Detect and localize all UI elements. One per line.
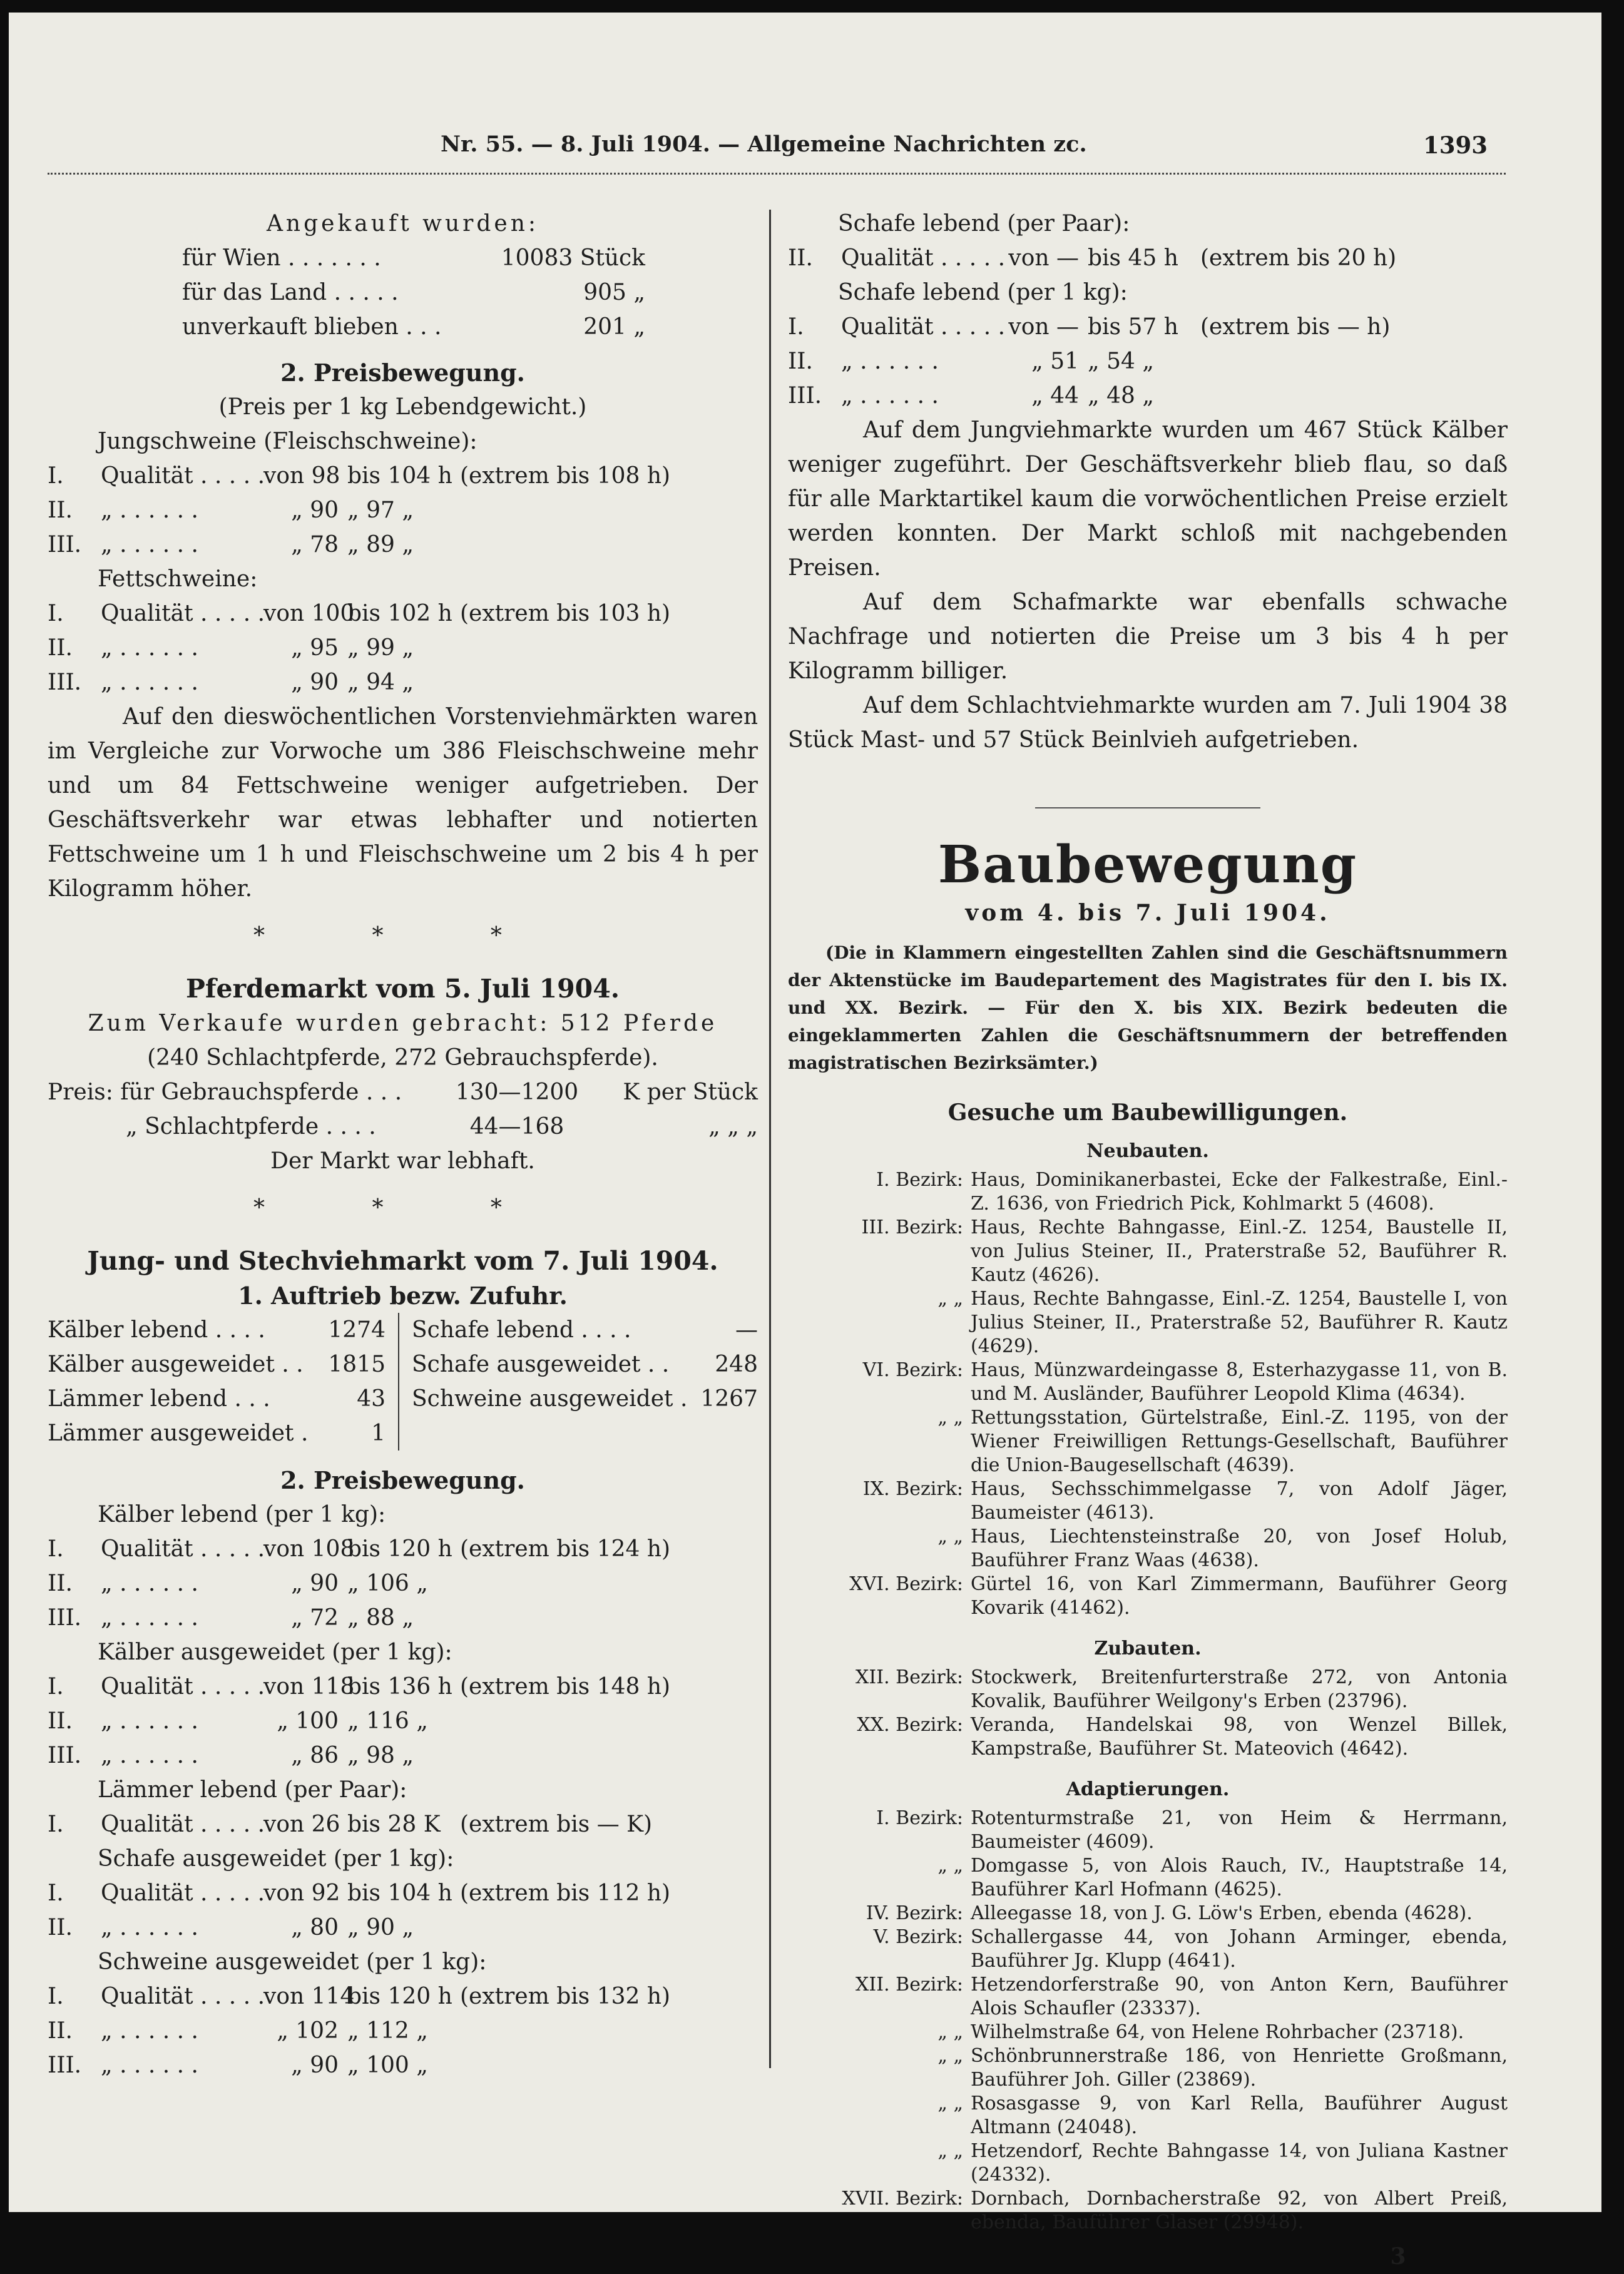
angekauft-row: [48, 241, 758, 275]
auftrieb-table-left: [48, 1313, 399, 1451]
jung-preis-heading: 2. Preisbewegung.: [280, 1466, 525, 1494]
price-to: „ 98 „: [347, 1743, 414, 1768]
bezirk-label: XX. Bezirk:: [857, 1714, 963, 1736]
schafe-price-groups: [788, 206, 1508, 413]
bau-entry: [788, 1713, 1508, 1761]
price-extreme: [460, 528, 758, 562]
angekauft-value: 905 „: [583, 280, 645, 305]
auftrieb-item: Schafe lebend . . . .: [412, 1317, 631, 1343]
header-rule: [48, 173, 1506, 175]
price-from: „ 90: [291, 670, 339, 695]
pferde-price-row: [48, 1109, 758, 1144]
price-from: „ 51: [1031, 349, 1079, 374]
price-row: [48, 1738, 758, 1773]
price-extreme: [1200, 344, 1508, 379]
price-row: [788, 379, 1508, 413]
price-from: „ 90: [291, 1571, 339, 1596]
running-header: Nr. 55. — 8. Juli 1904. — Allgemeine Nachrichten zc.: [441, 131, 1087, 157]
quality-number: III.: [48, 532, 82, 558]
bau-entry-text: Hetzendorf, Rechte Bahngasse 14, von Juliana Kastner (24332).: [971, 2140, 1508, 2186]
bau-entry-text: Schallergasse 44, von Johann Arminger, ebenda, Bauführer Jg. Klupp (4641).: [971, 1926, 1508, 1972]
auftrieb-row: [48, 1416, 398, 1451]
fett-label: Fettschweine:: [98, 566, 258, 592]
market-paragraph: Auf dem Jungviehmarkte wurden um 467 Stück Kälber weniger zugeführt. Der Geschäftsverkehr blieb flau, so daß für alle Marktartikel kaum die vorwöchentlichen Preise erzielt werden konnten. Der Markt schloß mit nachgebenden Preisen.: [788, 417, 1508, 581]
price-from: von 118: [263, 1674, 355, 1700]
price-to: „ 100 „: [347, 2052, 428, 2078]
price-group-label: Schafe lebend (per Paar):: [838, 211, 1130, 237]
quality-label: „ . . . . . .: [101, 1743, 198, 1768]
price-extreme: [460, 665, 758, 700]
price-extreme: [460, 1738, 758, 1773]
asterisks-divider: * * *: [253, 1195, 552, 1221]
bau-entry: [788, 2187, 1508, 2235]
price-row: [48, 2014, 758, 2048]
quality-number: I.: [48, 1880, 64, 1906]
page: [9, 13, 1601, 2270]
column-rule: [769, 210, 771, 2068]
bau-entry: [788, 1287, 1508, 1359]
preis-paragraph: Auf den dieswöchentlichen Vorstenviehmärkten waren im Vergleiche zur Vorwoche um 386 Fleischschweine mehr und um 84 Fettschweine weniger aufgetrieben. Der Geschäftsverkehr war etwas lebhafter und notierten Fettschweine um 1 h und Fleischschweine um 2 bis 4 h per Kilogramm höher.: [48, 704, 758, 902]
quality-number: I.: [48, 601, 64, 626]
bau-entry-text: Veranda, Handelskai 98, von Wenzel Billek, Kampstraße, Bauführer St. Mateovich (4642).: [971, 1714, 1508, 1760]
bau-entry-text: Alleegasse 18, von J. G. Löw's Erben, ebenda (4628).: [971, 1902, 1473, 1924]
price-to: bis 102 h: [347, 601, 452, 626]
quality-label: Qualität . . . . .: [101, 1674, 265, 1700]
pferde-unit: K per Stück: [623, 1079, 758, 1105]
bau-entry: [788, 1168, 1508, 1216]
bezirk-label: XII. Bezirk:: [855, 1666, 963, 1688]
price-extreme: [1200, 379, 1508, 413]
baubewegung-dates: vom 4. bis 7. Juli 1904.: [965, 900, 1330, 926]
price-row: [788, 310, 1508, 344]
quality-number: I.: [48, 1674, 64, 1700]
bau-entry: [788, 1359, 1508, 1406]
price-from: von —: [1008, 245, 1079, 271]
price-to: „ 116 „: [347, 1708, 428, 1734]
auftrieb-heading: 1. Auftrieb bezw. Zufuhr.: [238, 1282, 568, 1310]
quality-number: II.: [48, 1708, 73, 1734]
bau-entry: [788, 2139, 1508, 2187]
price-extreme: [460, 1910, 758, 1945]
price-row: [48, 459, 758, 493]
bezirk-label: IV. Bezirk:: [866, 1902, 963, 1924]
price-from: „ 44: [1031, 383, 1079, 409]
price-to: bis 120 h: [347, 1536, 452, 1562]
quality-label: „ . . . . . .: [101, 2052, 198, 2078]
price-row: [48, 596, 758, 631]
price-group-label: Kälber ausgeweidet (per 1 kg):: [98, 1639, 452, 1665]
baubewegung-title: Baubewegung: [937, 835, 1358, 895]
angekauft-label: für das Land . . . . .: [182, 280, 399, 305]
price-to: „ 90 „: [347, 1915, 414, 1940]
price-extreme: [460, 631, 758, 665]
auftrieb-count: 248: [715, 1352, 758, 1377]
adaptierungen-heading: Adaptierungen.: [1066, 1778, 1230, 1800]
price-extreme: (extrem bis 20 h): [1200, 245, 1397, 271]
price-extreme: [460, 1704, 758, 1738]
price-row: [48, 2048, 758, 2083]
bezirk-label: „ „: [937, 2093, 963, 2114]
quality-number: II.: [48, 635, 73, 661]
bau-entry: [788, 1406, 1508, 1477]
quality-number: I.: [48, 1536, 64, 1562]
neubauten-list: [788, 1168, 1508, 1620]
price-to: „ 112 „: [347, 2018, 428, 2044]
bau-entry: [788, 1525, 1508, 1573]
price-extreme: [460, 1566, 758, 1601]
price-from: „ 78: [291, 532, 339, 558]
preis-heading: 2. Preisbewegung.: [280, 359, 525, 387]
price-to: bis 120 h: [347, 1984, 452, 2009]
price-row: [788, 344, 1508, 379]
left-column: [48, 206, 758, 2083]
quality-number: III.: [48, 2052, 82, 2078]
price-from: „ 102: [277, 2018, 339, 2044]
price-group-label: Schweine ausgeweidet (per 1 kg):: [98, 1949, 487, 1975]
price-extreme: (extrem bis 112 h): [460, 1880, 671, 1906]
bezirk-label: V. Bezirk:: [873, 1926, 963, 1948]
angekauft-value: 10083 Stück: [501, 245, 645, 271]
auftrieb-count: 1274: [328, 1317, 386, 1343]
market-paragraphs: [788, 413, 1508, 757]
jung-heading: Jung- und Stechviehmarkt vom 7. Juli 1904.: [87, 1246, 718, 1276]
bau-entry-text: Haus, Sechsschimmelgasse 7, von Adolf Jäger, Baumeister (4613).: [971, 1478, 1508, 1524]
quality-label: „ . . . . . .: [101, 1571, 198, 1596]
price-to: „ 54 „: [1088, 349, 1154, 374]
price-to: bis 104 h: [347, 1880, 452, 1906]
quality-number: I.: [48, 1812, 64, 1837]
auftrieb-row: [48, 1347, 398, 1382]
auftrieb-item: Schweine ausgeweidet .: [412, 1386, 688, 1412]
price-to: bis 136 h: [347, 1674, 452, 1700]
pferde-heading: Pferdemarkt vom 5. Juli 1904.: [186, 974, 620, 1004]
quality-number: II.: [48, 497, 73, 523]
angekauft-label: unverkauft blieben . . .: [182, 314, 442, 340]
right-column: [788, 206, 1508, 2274]
quality-label: Qualität . . . . .: [841, 245, 1006, 271]
price-row: [48, 1601, 758, 1635]
quality-label: „ . . . . . .: [101, 532, 198, 558]
price-extreme: [460, 2014, 758, 2048]
pferde-prices: [48, 1075, 758, 1144]
price-row: [48, 1910, 758, 1945]
quality-label: „ . . . . . .: [841, 383, 939, 409]
auftrieb-item: Kälber lebend . . . .: [48, 1317, 265, 1343]
bezirk-label: „ „: [937, 2021, 963, 2043]
bezirk-label: IX. Bezirk:: [862, 1478, 963, 1500]
price-to: bis 45 h: [1088, 245, 1178, 271]
quality-label: „ . . . . . .: [101, 1915, 198, 1940]
bau-entry: [788, 2021, 1508, 2044]
jung-label: Jungschweine (Fleischschweine):: [98, 429, 477, 454]
price-to: bis 28 K: [347, 1812, 441, 1837]
price-row: [48, 631, 758, 665]
price-row: [48, 665, 758, 700]
price-to: „ 88 „: [347, 1605, 414, 1631]
auftrieb-table: [48, 1313, 758, 1451]
price-row: [48, 1876, 758, 1910]
quality-number: II.: [788, 349, 813, 374]
price-row: [788, 241, 1508, 275]
section-rule: [1035, 807, 1260, 808]
auftrieb-table-right: [399, 1313, 758, 1451]
price-to: „ 97 „: [347, 497, 414, 523]
price-from: „ 80: [291, 1915, 339, 1940]
bau-entry: [788, 1902, 1508, 1925]
zubauten-list: [788, 1666, 1508, 1761]
pferde-label: Preis: für Gebrauchspferde . . .: [48, 1079, 402, 1105]
bau-entry: [788, 1854, 1508, 1902]
bezirk-label: „ „: [937, 1855, 963, 1877]
price-extreme: (extrem bis 148 h): [460, 1674, 671, 1700]
pferde-closing: Der Markt war lebhaft.: [270, 1148, 535, 1174]
asterisks-divider: * * *: [253, 923, 552, 949]
angekauft-list: [48, 241, 758, 344]
price-from: von 26: [263, 1812, 340, 1837]
price-from: „ 72: [291, 1605, 339, 1631]
price-from: von 114: [263, 1984, 355, 2009]
price-row: [48, 1979, 758, 2014]
bau-entry-text: Haus, Rechte Bahngasse, Einl.-Z. 1254, Baustelle II, von Julius Steiner, II., Praterstraße 52, Bauführer R. Kautz (4626).: [971, 1216, 1508, 1286]
quality-number: I.: [788, 314, 804, 340]
pferde-value: 44—168: [469, 1114, 564, 1140]
price-from: „ 100: [277, 1708, 339, 1734]
footer-mark: 3: [1390, 2243, 1406, 2270]
price-to: „ 94 „: [347, 670, 414, 695]
auftrieb-item: Lämmer ausgeweidet .: [48, 1420, 309, 1446]
market-paragraph: Auf dem Schafmarkte war ebenfalls schwache Nachfrage und notierten die Preise um 3 bis 4 h per Kilogramm billiger.: [788, 589, 1508, 684]
auftrieb-count: 1: [371, 1420, 386, 1446]
bezirk-label: „ „: [937, 2045, 963, 2067]
bau-entry-text: Gürtel 16, von Karl Zimmermann, Bauführer Georg Kovarik (41462).: [971, 1573, 1508, 1619]
market-paragraph: Auf dem Schlachtviehmarkte wurden am 7. Juli 1904 38 Stück Mast- und 57 Stück Beinlvieh aufgetrieben.: [788, 693, 1508, 753]
bau-entry-text: Haus, Dominikanerbastei, Ecke der Falkestraße, Einl.-Z. 1636, von Friedrich Pick, Kohlmarkt 5 (4608).: [971, 1169, 1508, 1215]
auftrieb-row: [412, 1347, 758, 1382]
pferde-unit: „ „ „: [708, 1114, 758, 1140]
auftrieb-count: 1815: [328, 1352, 386, 1377]
bezirk-label: „ „: [937, 1407, 963, 1429]
quality-number: III.: [788, 383, 822, 409]
quality-number: III.: [48, 670, 82, 695]
price-group-label: Schafe lebend (per 1 kg):: [838, 280, 1128, 305]
price-row: [48, 1704, 758, 1738]
quality-number: II.: [48, 2018, 73, 2044]
quality-label: „ . . . . . .: [101, 1605, 198, 1631]
quality-label: „ . . . . . .: [101, 1708, 198, 1734]
bau-entry: [788, 2092, 1508, 2139]
gesuche-heading: Gesuche um Baubewilligungen.: [947, 1099, 1348, 1126]
bezirk-label: „ „: [937, 1288, 963, 1310]
preis-subheading: (Preis per 1 kg Lebendgewicht.): [218, 394, 587, 420]
price-extreme: (extrem bis 124 h): [460, 1536, 671, 1562]
price-extreme: [460, 2048, 758, 2083]
bezirk-label: XVI. Bezirk:: [849, 1573, 963, 1595]
auftrieb-count: 1267: [700, 1386, 758, 1412]
bau-entry-text: Rosasgasse 9, von Karl Rella, Bauführer August Altmann (24048).: [971, 2093, 1508, 2138]
price-extreme: (extrem bis — K): [460, 1812, 653, 1837]
price-row: [48, 1670, 758, 1704]
page-number: 1393: [1423, 131, 1488, 159]
fettschweine-prices: [48, 596, 758, 700]
quality-number: III.: [48, 1743, 82, 1768]
price-from: „ 95: [291, 635, 339, 661]
auftrieb-item: Lämmer lebend . . .: [48, 1386, 270, 1412]
bau-entry-text: Dornbach, Dornbacherstraße 92, von Albert Preiß, ebenda, Bauführer Glaser (29948).: [971, 2188, 1508, 2233]
bau-entry-text: Stockwerk, Breitenfurterstraße 272, von Antonia Kovalik, Bauführer Weilgony's Erben (23796).: [971, 1666, 1508, 1712]
auftrieb-row: [412, 1382, 758, 1416]
zubauten-heading: Zubauten.: [1094, 1638, 1202, 1660]
quality-number: II.: [48, 1571, 73, 1596]
quality-label: „ . . . . . .: [101, 2018, 198, 2044]
bau-entry-text: Haus, Münzwardeingasse 8, Esterhazygasse 11, von B. und M. Ausländer, Bauführer Leopold Klima (4634).: [971, 1359, 1508, 1405]
price-row: [48, 1807, 758, 1842]
bezirk-label: I. Bezirk:: [876, 1807, 963, 1829]
neubauten-heading: Neubauten.: [1086, 1140, 1209, 1162]
price-group-label: Lämmer lebend (per Paar):: [98, 1777, 407, 1803]
price-from: „ 90: [291, 2052, 339, 2078]
angekauft-value: 201 „: [583, 314, 645, 340]
pferde-price-row: [48, 1075, 758, 1109]
bau-entry: [788, 1925, 1508, 1973]
auftrieb-item: Schafe ausgeweidet . .: [412, 1352, 670, 1377]
bezirk-label: III. Bezirk:: [861, 1216, 963, 1238]
auftrieb-row: [48, 1382, 398, 1416]
price-from: von 108: [263, 1536, 355, 1562]
quality-number: I.: [48, 463, 64, 489]
price-group-label: Kälber lebend (per 1 kg):: [98, 1502, 386, 1527]
quality-label: „ . . . . . .: [841, 349, 939, 374]
pferde-value: 130—1200: [455, 1079, 579, 1105]
auftrieb-row: [412, 1313, 758, 1347]
price-row: [48, 493, 758, 528]
pferde-line1: Zum Verkaufe wurden gebracht: 512 Pferde: [88, 1011, 718, 1036]
angekauft-title: Angekauft wurden:: [266, 211, 539, 237]
quality-label: „ . . . . . .: [101, 635, 198, 661]
quality-label: Qualität . . . . .: [101, 601, 265, 626]
baubewegung-note: (Die in Klammern eingestellten Zahlen sind die Geschäftsnummern der Aktenstücke im Baudepartement des Magistrates für den I. bis IX. und XX. Bezirk. — Für den X. bis XIX. Bezirk bedeuten die eingeklammerten Zahlen die Geschäftsnummern der betreffenden magistratischen Bezirksämter.): [788, 942, 1508, 1073]
auftrieb-count: 43: [357, 1386, 386, 1412]
price-group-label: Schafe ausgeweidet (per 1 kg):: [98, 1846, 454, 1872]
bau-entry-text: Domgasse 5, von Alois Rauch, IV., Hauptstraße 14, Bauführer Karl Hofmann (4625).: [971, 1855, 1508, 1900]
bau-entry: [788, 1216, 1508, 1287]
price-extreme: (extrem bis 132 h): [460, 1984, 671, 2009]
bezirk-label: „ „: [937, 1526, 963, 1547]
price-from: von 100: [263, 601, 355, 626]
adaptierungen-list: [788, 1807, 1508, 2235]
bau-entry: [788, 1807, 1508, 1854]
bau-entry-text: Schönbrunnerstraße 186, von Henriette Großmann, Bauführer Joh. Giller (23869).: [971, 2045, 1508, 2091]
price-to: „ 99 „: [347, 635, 414, 661]
bau-entry-text: Haus, Rechte Bahngasse, Einl.-Z. 1254, Baustelle I, von Julius Steiner, II., Praterstraße 52, Bauführer R. Kautz (4629).: [971, 1288, 1508, 1357]
price-from: „ 90: [291, 497, 339, 523]
bau-entry: [788, 1666, 1508, 1713]
price-from: „ 86: [291, 1743, 339, 1768]
angekauft-label: für Wien . . . . . . .: [182, 245, 381, 271]
quality-number: II.: [48, 1915, 73, 1940]
quality-label: Qualität . . . . .: [101, 1880, 265, 1906]
bau-entry: [788, 1573, 1508, 1620]
price-from: von —: [1008, 314, 1079, 340]
jung-price-groups: [48, 1497, 758, 2083]
bau-entry: [788, 2044, 1508, 2092]
price-extreme: (extrem bis 108 h): [460, 463, 671, 489]
price-from: von 98: [263, 463, 340, 489]
auftrieb-count: —: [735, 1317, 758, 1343]
bezirk-label: XVII. Bezirk:: [842, 2188, 963, 2210]
quality-label: Qualität . . . . .: [101, 463, 265, 489]
price-row: [48, 1566, 758, 1601]
bau-entry: [788, 1477, 1508, 1525]
quality-label: Qualität . . . . .: [101, 1536, 265, 1562]
price-row: [48, 1532, 758, 1566]
quality-number: II.: [788, 245, 813, 271]
price-extreme: [460, 493, 758, 528]
quality-number: III.: [48, 1605, 82, 1631]
price-row: [48, 528, 758, 562]
auftrieb-row: [48, 1313, 398, 1347]
pferde-line2: (240 Schlachtpferde, 272 Gebrauchspferde).: [147, 1045, 658, 1071]
quality-label: Qualität . . . . .: [841, 314, 1006, 340]
bezirk-label: I. Bezirk:: [876, 1169, 963, 1191]
bau-entry: [788, 1973, 1508, 2021]
quality-label: „ . . . . . .: [101, 670, 198, 695]
quality-number: I.: [48, 1984, 64, 2009]
price-to: „ 106 „: [347, 1571, 428, 1596]
jungschweine-prices: [48, 459, 758, 562]
bau-entry-text: Hetzendorferstraße 90, von Anton Kern, Bauführer Alois Schaufler (23337).: [971, 1974, 1508, 2019]
price-to: „ 48 „: [1088, 383, 1154, 409]
price-extreme: (extrem bis 103 h): [460, 601, 671, 626]
price-extreme: [460, 1601, 758, 1635]
bezirk-label: „ „: [937, 2140, 963, 2162]
quality-label: Qualität . . . . .: [101, 1984, 265, 2009]
angekauft-row: [48, 310, 758, 344]
angekauft-row: [48, 275, 758, 310]
bau-entry-text: Rettungsstation, Gürtelstraße, Einl.-Z. 1195, von der Wiener Freiwilligen Rettungs-Gesellschaft, Bauführer die Union-Baugesellschaft (4639).: [971, 1407, 1508, 1476]
price-extreme: (extrem bis — h): [1200, 314, 1391, 340]
price-to: bis 57 h: [1088, 314, 1178, 340]
bau-entry-text: Rotenturmstraße 21, von Heim & Herrmann, Baumeister (4609).: [971, 1807, 1508, 1853]
price-to: bis 104 h: [347, 463, 452, 489]
bau-entry-text: Haus, Liechtensteinstraße 20, von Josef Holub, Bauführer Franz Waas (4638).: [971, 1526, 1508, 1571]
bau-entry-text: Wilhelmstraße 64, von Helene Rohrbacher (23718).: [971, 2021, 1464, 2043]
quality-label: Qualität . . . . .: [101, 1812, 265, 1837]
bezirk-label: XII. Bezirk:: [855, 1974, 963, 1996]
price-to: „ 89 „: [347, 532, 414, 558]
quality-label: „ . . . . . .: [101, 497, 198, 523]
price-from: von 92: [263, 1880, 340, 1906]
auftrieb-item: Kälber ausgeweidet . .: [48, 1352, 304, 1377]
bezirk-label: VI. Bezirk:: [862, 1359, 963, 1381]
pferde-label: „ Schlachtpferde . . . .: [126, 1114, 376, 1140]
